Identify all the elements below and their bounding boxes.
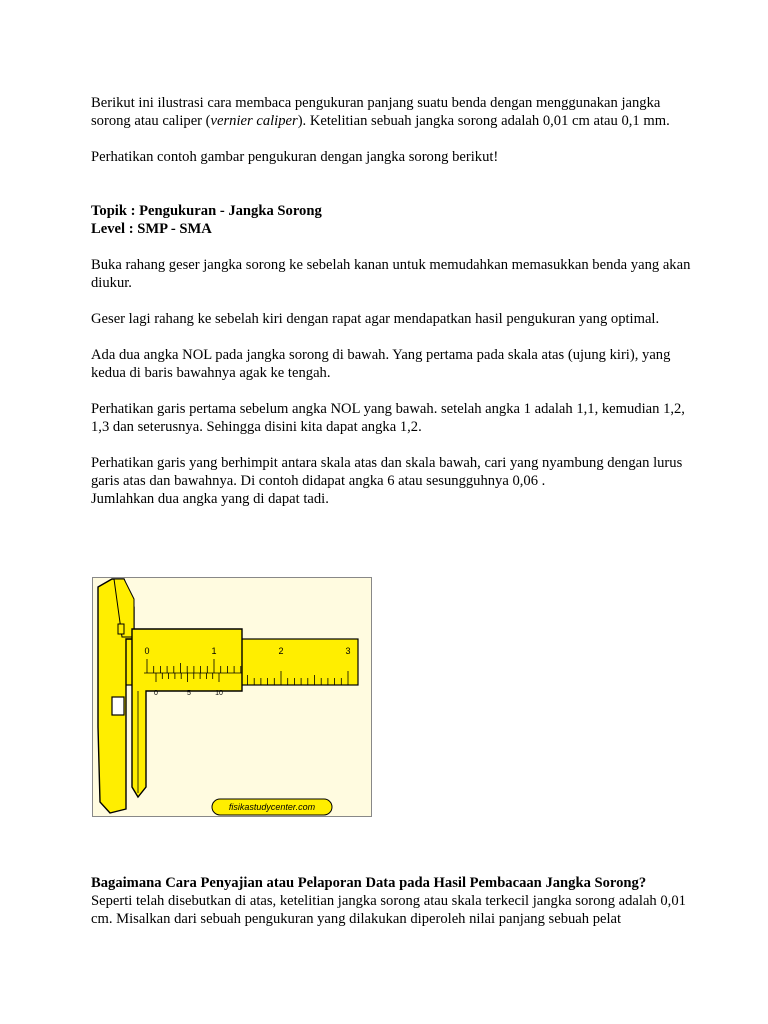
step-3: Ada dua angka NOL pada jangka sorong di bawah. Yang pertama pada skala atas (ujung kiri), yang kedua di baris bawahnya agak ke tengah.	[91, 347, 671, 381]
intro-paragraph	[91, 94, 691, 130]
step-6: Jumlahkan dua angka yang di dapat tadi.	[91, 491, 329, 507]
vernier-label-10: 10	[215, 690, 223, 697]
step-2: Geser lagi rahang ke sebelah kiri dengan rapat agar mendapatkan hasil pengukuran yang optimal.	[91, 311, 660, 327]
intro-text-b: ). Ketelitian sebuah jangka sorong adalah 0,01 cm atau 0,1 mm.	[297, 113, 670, 129]
step-5: Perhatikan garis yang berhimpit antara skala atas dan skala bawah, cari yang nyambung dengan lurus garis atas dan bawahnya. Di contoh didapat angka 6 atau sesungguhnya 0,06 .	[91, 455, 683, 489]
main-label-3: 3	[345, 646, 351, 656]
step-4: Perhatikan garis pertama sebelum angka NOL yang bawah. setelah angka 1 adalah 1,1, kemudian 1,2, 1,3 dan seterusnya. Sehingga disini kita dapat angka 1,2.	[91, 401, 685, 435]
article-body	[91, 94, 691, 508]
main-label-0: 0	[144, 646, 150, 656]
step-1: Buka rahang geser jangka sorong ke sebelah kanan untuk memudahkan memasukkan benda yang akan diukur.	[91, 257, 691, 291]
main-label-1: 1	[211, 646, 217, 656]
main-label-2: 2	[278, 646, 284, 656]
intro-text-a: Berikut ini ilustrasi cara membaca pengukuran panjang suatu benda dengan menggunakan jangka sorong atau caliper (	[91, 95, 661, 129]
topic-title: Topik : Pengukuran - Jangka Sorong	[91, 203, 322, 219]
section-paragraph: Seperti telah disebutkan di atas, ketelitian jangka sorong atau skala terkecil jangka sorong adalah 0,01 cm. Misalkan dari sebuah pengukuran yang dilakukan diperoleh nilai panjang sebuah pelat	[91, 893, 686, 927]
depth-slot	[112, 697, 124, 715]
section-heading: Bagaimana Cara Penyajian atau Pelaporan Data pada Hasil Pembacaan Jangka Sorong?	[91, 875, 647, 891]
caliper-illustration	[92, 577, 372, 817]
vernier-label-0: 0	[154, 690, 158, 697]
vernier-label-5: 5	[187, 690, 191, 697]
intro-emphasis: vernier caliper	[210, 113, 298, 129]
jaw-pin	[118, 624, 124, 634]
watermark-text: fisikastudycenter.com	[228, 802, 316, 812]
vernier-caliper-figure	[92, 577, 372, 817]
section-body	[91, 874, 691, 928]
level-title: Level : SMP - SMA	[91, 221, 212, 237]
instruction-paragraph: Perhatikan contoh gambar pengukuran dengan jangka sorong berikut!	[91, 149, 499, 165]
